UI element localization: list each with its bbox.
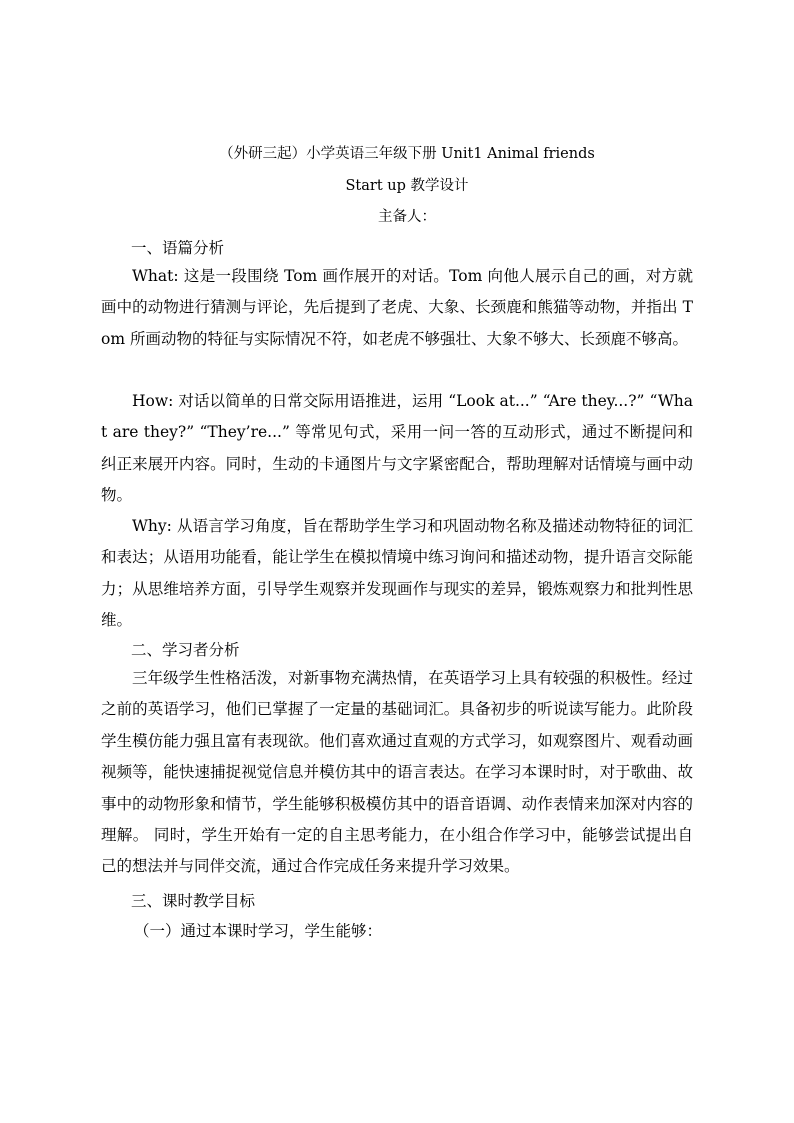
section-heading-learner-analysis: 二、学习者分析 xyxy=(131,641,240,659)
paragraph-learner-analysis: 三年级学生性格活泼，对新事物充满热情，在英语学习上具有较强的积极性。经过之前的英语学习，他们已掌握了一定量的基础词汇。具备初步的听说读写能力。此阶段学生模仿能力强且富有表现欲。他们喜欢通过直观的方式学习，如观察图片、观看动画视频等，能快速捕捉视觉信息并模仿其中的语言表达。在学习本课时时，对于歌曲、故事中的动物形象和情节，学生能够积极模仿其中的语音语调、动作表情来加深对内容的理解。 同时，学生开始有一定的自主思考能力，在小组合作学习中，能够尝试提出自己的想法并与同伴交流，通过合作完成任务来提升学习效果。 xyxy=(101,669,693,876)
objectives-intro: （一）通过本课时学习，学生能够： xyxy=(134,922,383,940)
document-subtitle: Start up 教学设计 xyxy=(345,178,469,194)
document-title: （外研三起）小学英语三年级下册 Unit1 Animal friends xyxy=(219,146,595,162)
paragraph-what: What: 这是一段围绕 Tom 画作展开的对话。Tom 向他人展示自己的画，对方就画中的动物进行猜测与评论，先后提到了老虎、大象、长颈鹿和熊猫等动物，并指出 Tom 所画动物的特征与实际情况不符，如老虎不够强壮、大象不够大、长颈鹿不够高。 xyxy=(101,267,693,348)
section-heading-text-analysis: 一、语篇分析 xyxy=(131,239,225,257)
paragraph-how: How: 对话以简单的日常交际用语推进，运用 “Look at...” “Are they...?” “What are they?” “They’re...” 等常见句式，采用一问一答的互动形式，通过不断提问和纠正来展开内容。同时，生动的卡通图片与文字紧密配合，帮助理解对话情境与画中动物。 xyxy=(101,392,693,505)
section-heading-objectives: 三、课时教学目标 xyxy=(131,892,256,910)
paragraph-why: Why: 从语言学习角度，旨在帮助学生学习和巩固动物名称及描述动物特征的词汇和表达；从语用功能看，能让学生在模拟情境中练习询问和描述动物，提升语言交际能力；从思维培养方面，引导学生观察并发现画作与现实的差异，锻炼观察力和批判性思维。 xyxy=(101,517,693,630)
document-author-line: 主备人： xyxy=(378,209,436,225)
